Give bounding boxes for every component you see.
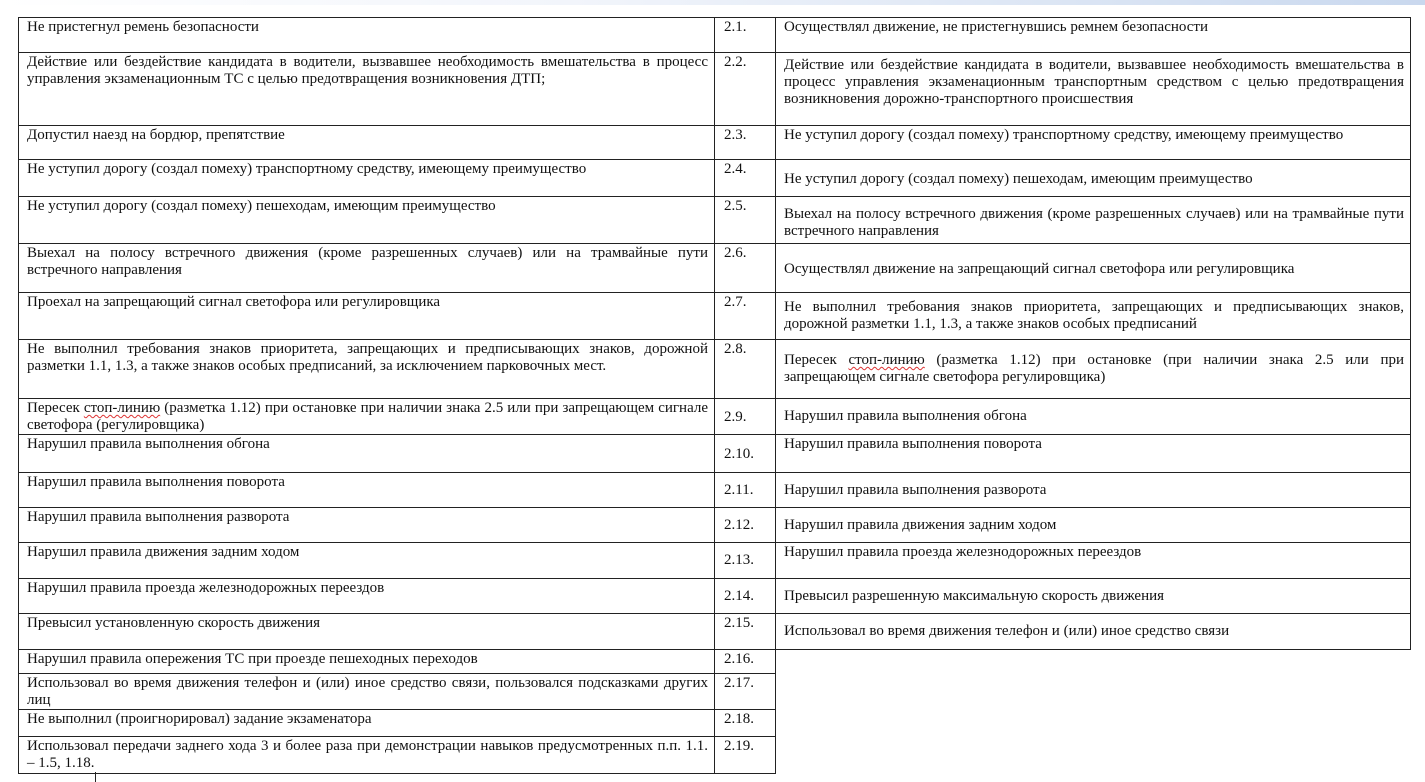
- violation-cell-right: Выехал на полосу встречного движения (кроме разрешенных случаев) или на трамвайные пути встречного направления: [775, 196, 1410, 243]
- violation-cell-right: Осуществлял движение на запрещающий сигнал светофора или регулировщика: [775, 243, 1410, 292]
- violation-cell-right: Действие или бездействие кандидата в водители, вызвавшее необходимость вмешательства в процесс управления экзаменационным транспортным средством с целью предотвращения возникновения дорожно-транспортного происшествия: [775, 52, 1410, 125]
- spellcheck-underlined-word: стоп-линию: [83, 400, 161, 416]
- violation-cell-right: Не уступил дорогу (создал помеху) пешеходам, имеющим преимущество: [775, 159, 1410, 196]
- item-number: 2.11.: [714, 472, 775, 507]
- item-number: 2.2.: [714, 52, 775, 125]
- violation-cell-left: Не уступил дорогу (создал помеху) пешеходам, имеющим преимущество: [18, 196, 714, 243]
- violation-cell-left: Не выполнил требования знаков приоритета, запрещающих и предписывающих знаков, дорожной разметки 1.1, 1.3, а также знаков особых предписаний, за исключением парковочных мест.: [18, 339, 714, 398]
- violation-cell-left: Допустил наезд на бордюр, препятствие: [18, 125, 714, 159]
- violation-cell-right: [775, 339, 1410, 398]
- violation-cell-left: Нарушил правила проезда железнодорожных переездов: [18, 578, 714, 613]
- text-cursor: [95, 772, 96, 782]
- item-number: 2.6.: [714, 243, 775, 292]
- item-number: 2.5.: [714, 196, 775, 243]
- violation-cell-left: Нарушил правила опережения ТС при проезде пешеходных переходов: [18, 649, 714, 673]
- violation-cell-left: [18, 398, 714, 434]
- item-number: 2.12.: [714, 507, 775, 542]
- spellcheck-underlined-word: стоп-линию: [848, 352, 925, 368]
- violation-cell-left: Превысил установленную скорость движения: [18, 613, 714, 649]
- item-number: 2.3.: [714, 125, 775, 159]
- right-table-bottom-border: [775, 649, 1411, 650]
- item-number: 2.9.: [714, 398, 775, 434]
- item-number: 2.8.: [714, 339, 775, 398]
- violation-cell-left: Не выполнил (проигнорировал) задание экзаменатора: [18, 709, 714, 736]
- left-table-bottom-border: [18, 773, 776, 774]
- violation-cell-left: Действие или бездействие кандидата в водители, вызвавшее необходимость вмешательства в процесс управления экзаменационным ТС с целью предотвращения возникновения ДТП;: [18, 52, 714, 125]
- violation-cell-left: Проехал на запрещающий сигнал светофора или регулировщика: [18, 292, 714, 339]
- item-number: 2.7.: [714, 292, 775, 339]
- violation-cell-left: Не пристегнул ремень безопасности: [18, 17, 714, 52]
- violation-cell-right: Нарушил правила движения задним ходом: [775, 507, 1410, 542]
- item-number: 2.10.: [714, 434, 775, 472]
- text-fragment: (разметка 1.12) при остановке (при наличии знака 2.5 или при запрещающем сигнале светофора регулировщика): [784, 352, 1404, 385]
- table-right-border: [1410, 17, 1411, 650]
- violation-cell-left: Нарушил правила движения задним ходом: [18, 542, 714, 578]
- violation-cell-right: Осуществлял движение, не пристегнувшись ремнем безопасности: [775, 17, 1410, 52]
- violation-cell-right: Использовал во время движения телефон и (или) иное средство связи: [775, 613, 1410, 649]
- violation-cell-right: Нарушил правила выполнения поворота: [775, 434, 1410, 472]
- violation-cell-left: Нарушил правила выполнения обгона: [18, 434, 714, 472]
- text-fragment: Пересек: [27, 400, 84, 416]
- item-number: 2.18.: [714, 709, 775, 736]
- violation-cell-left: Не уступил дорогу (создал помеху) транспортному средству, имеющему преимущество: [18, 159, 714, 196]
- item-number: 2.19.: [714, 736, 775, 773]
- item-number: 2.17.: [714, 673, 775, 709]
- number-column-right-border: [775, 649, 776, 774]
- violation-cell-right: Превысил разрешенную максимальную скорость движения: [775, 578, 1410, 613]
- item-number: 2.16.: [714, 649, 775, 673]
- violation-cell-left: Нарушил правила выполнения разворота: [18, 507, 714, 542]
- text-fragment: Пересек: [784, 352, 849, 368]
- item-number: 2.14.: [714, 578, 775, 613]
- violation-cell-left: Выехал на полосу встречного движения (кроме разрешенных случаев) или на трамвайные пути встречного направления: [18, 243, 714, 292]
- violation-cell-left: Использовал передачи заднего хода 3 и более раза при демонстрации навыков предусмотренных п.п. 1.1. – 1.5, 1.18.: [18, 736, 714, 773]
- violation-cell-left: Нарушил правила выполнения поворота: [18, 472, 714, 507]
- violation-cell-right: Не выполнил требования знаков приоритета, запрещающих и предписывающих знаков, дорожной разметки 1.1, 1.3, а также знаков особых предписаний: [775, 292, 1410, 339]
- violation-cell-right: Не уступил дорогу (создал помеху) транспортному средству, имеющему преимущество: [775, 125, 1410, 159]
- violation-cell-right: Нарушил правила выполнения обгона: [775, 398, 1410, 434]
- violation-cell-left: Использовал во время движения телефон и (или) иное средство связи, пользовался подсказками других лиц: [18, 673, 714, 709]
- violation-cell-right: Нарушил правила выполнения разворота: [775, 472, 1410, 507]
- item-number: 2.1.: [714, 17, 775, 52]
- violation-cell-right: Нарушил правила проезда железнодорожных переездов: [775, 542, 1410, 578]
- item-number: 2.15.: [714, 613, 775, 649]
- text-fragment: (разметка 1.12) при остановке при наличии знака 2.5 или при запрещающем сигнале светофора (регулировщика): [27, 400, 708, 433]
- item-number: 2.13.: [714, 542, 775, 578]
- item-number: 2.4.: [714, 159, 775, 196]
- window-top-strip: [0, 0, 1425, 5]
